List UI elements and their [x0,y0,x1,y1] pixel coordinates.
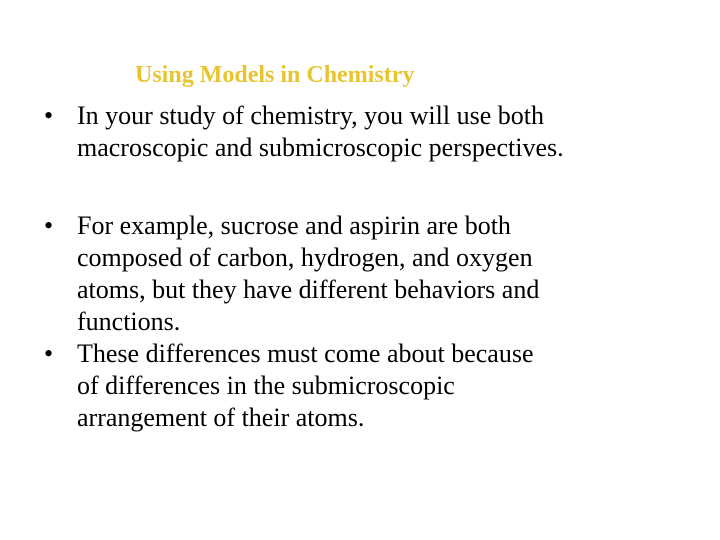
bullet-line: arrangement of their atoms. [77,403,365,432]
bullet-line: macroscopic and submicroscopic perspectives. [77,133,564,162]
bullet-line: atoms, but they have different behaviors and [77,275,540,304]
bullet-icon: • [44,101,54,130]
bullet-line: For example, sucrose and aspirin are both [77,211,511,240]
bullet-line: These differences must come about because [77,339,534,368]
bullet-item [44,210,684,338]
bullet-line: of differences in the submicroscopic [77,371,455,400]
bullet-item [44,100,684,164]
bullet-list [44,100,684,434]
bullet-line: functions. [77,307,181,336]
bullet-icon: • [44,211,54,240]
bullet-line: composed of carbon, hydrogen, and oxygen [77,243,533,272]
bullet-item [44,338,684,434]
bullet-icon: • [44,339,54,368]
bullet-line: In your study of chemistry, you will use both [77,101,544,130]
slide-title: Using Models in Chemistry [135,62,415,88]
